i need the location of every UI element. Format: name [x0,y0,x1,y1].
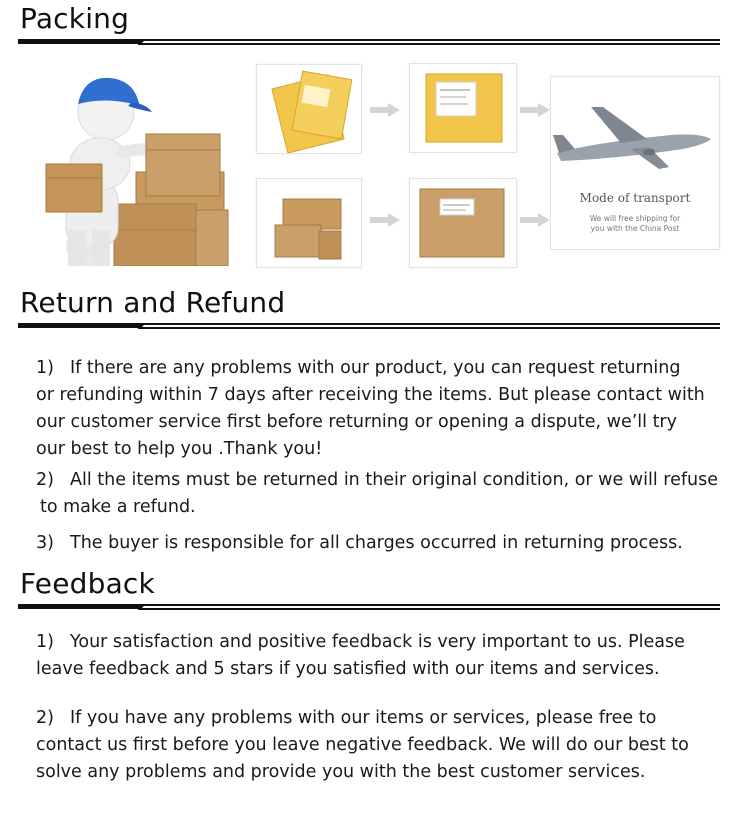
arrow-right-icon [520,103,550,117]
packing-person-image [28,60,232,266]
arrow-right-icon [520,213,550,227]
feedback-divider [18,604,720,612]
open-cardboard-boxes-image [256,178,362,268]
transport-card [550,76,720,250]
airplane-icon [551,77,719,177]
packing-title: Packing [20,2,130,35]
transport-subtext-2: you with the China Post [590,224,680,233]
refund-item-3: 3) The buyer is responsible for all charges occurred in returning process. [36,533,683,553]
return-refund-title: Return and Refund [20,286,286,319]
padded-envelope-image [256,64,362,154]
refund-item-1: 1) If there are any problems with our product, you can request returning or refunding within 7 days after receiving the items. But please contact with our customer service first before returning or opening a dispute, we’ll try our best to help you .Thank you! [36,358,705,459]
transport-subtext-1: We will free shipping for [589,214,681,223]
labeled-envelope-image [409,63,517,153]
feedback-title: Feedback [20,567,155,600]
arrow-right-icon [370,103,400,117]
return-refund-divider [18,323,720,331]
refund-item-2: 2) All the items must be returned in their original condition, or we will refuse to make a refund. [36,470,718,517]
transport-heading: Mode of transport [579,191,691,205]
arrow-right-icon [370,213,400,227]
feedback-item-2: 2) If you have any problems with our items or services, please free to contact us first before you leave negative feedback. We will do our best to solve any problems and provide you with the best customer services. [36,708,689,782]
packing-divider [18,39,720,47]
feedback-item-1: 1) Your satisfaction and positive feedback is very important to us. Please leave feedback and 5 stars if you satisfied with our items and services. [36,632,685,679]
sealed-box-image [409,178,517,268]
